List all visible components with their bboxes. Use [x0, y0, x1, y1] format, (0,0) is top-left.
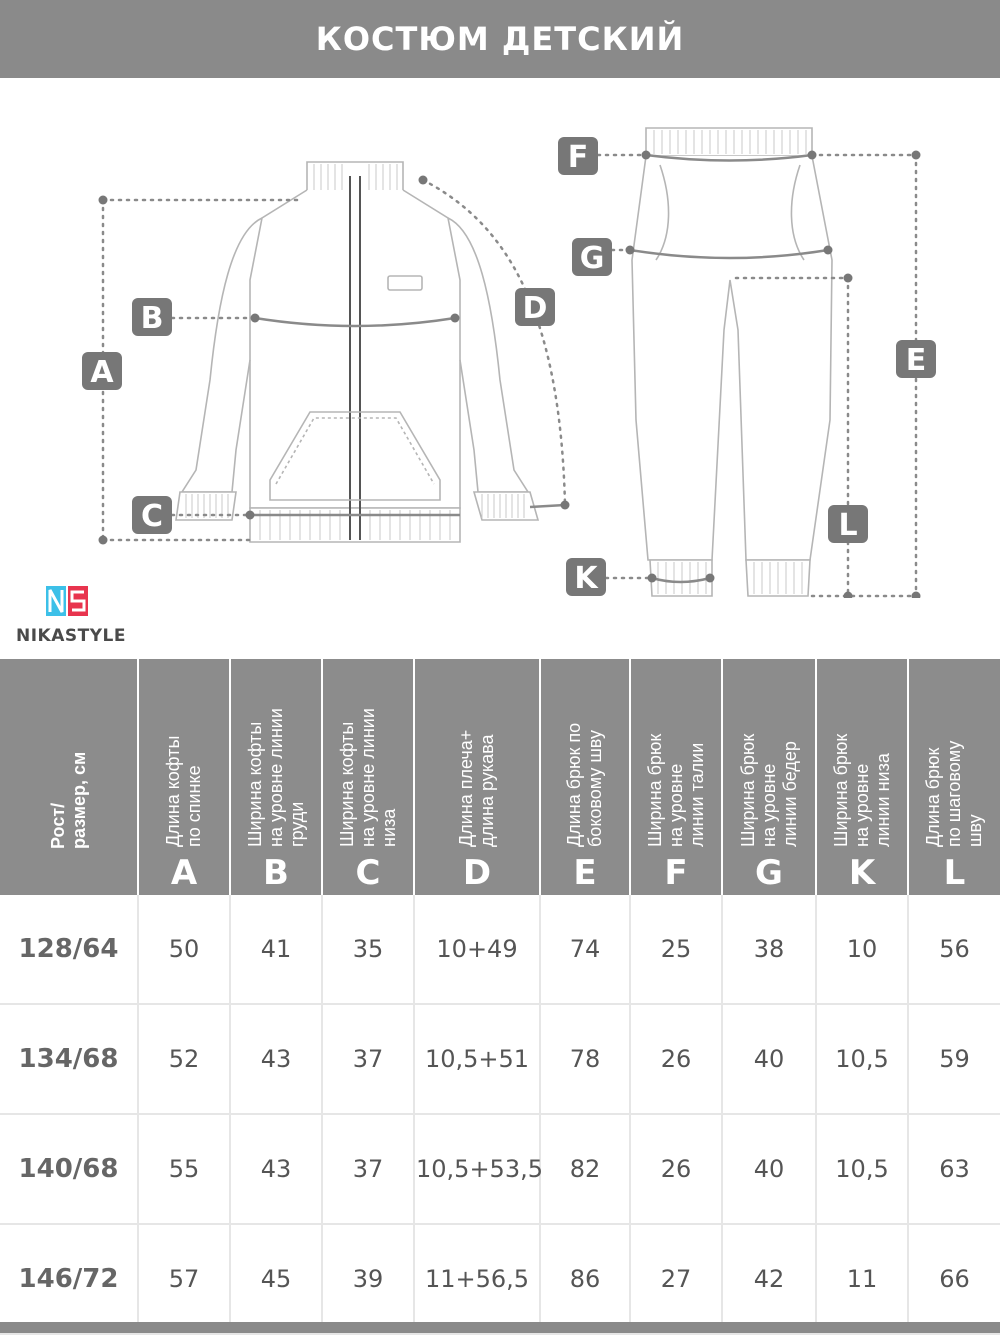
- measurement-cell: 37: [322, 1004, 414, 1114]
- measurement-cell: 39: [322, 1224, 414, 1334]
- header-label: Рост/ размер, см: [47, 751, 89, 849]
- measurement-cell: 41: [230, 895, 322, 1004]
- title-bar: [0, 0, 1000, 78]
- jacket-drawing: [176, 162, 538, 542]
- measurement-cell: 66: [908, 1224, 1000, 1334]
- measurement-cell: 10,5: [816, 1114, 908, 1224]
- measurement-cell: 63: [908, 1114, 1000, 1224]
- measurement-cell: 40: [722, 1004, 816, 1114]
- measurement-cell: 10: [816, 895, 908, 1004]
- garment-diagram: [0, 78, 1000, 598]
- brand-name: NIKASTYLE: [16, 626, 126, 646]
- header-cell: [138, 659, 230, 895]
- header-letter: F: [664, 853, 688, 893]
- svg-text:F: F: [567, 140, 589, 175]
- measurement-cell: 56: [908, 895, 1000, 1004]
- header-cell: [908, 659, 1000, 895]
- measurement-cell: 10,5: [816, 1004, 908, 1114]
- svg-text:L: L: [838, 508, 858, 543]
- table-body: [0, 895, 1000, 1334]
- header-label: Ширина кофты на уровне линии низа: [336, 708, 399, 847]
- header-cell: [816, 659, 908, 895]
- measurement-cell: 55: [138, 1114, 230, 1224]
- measurement-cell: 82: [540, 1114, 630, 1224]
- table-row: [0, 1114, 1000, 1224]
- measurement-cell: 50: [138, 895, 230, 1004]
- marker-e: [896, 340, 936, 378]
- header-cell: [230, 659, 322, 895]
- svg-text:E: E: [905, 343, 927, 378]
- svg-text:B: B: [140, 301, 164, 336]
- measurement-cell: 37: [322, 1114, 414, 1224]
- measurement-cell: 40: [722, 1114, 816, 1224]
- header-letter: D: [462, 853, 492, 893]
- measurement-cell: 11: [816, 1224, 908, 1334]
- marker-g: [572, 238, 612, 276]
- header-letter: K: [848, 853, 876, 893]
- header-cell: [414, 659, 540, 895]
- measurement-cell: 45: [230, 1224, 322, 1334]
- header-label: Длина плеча+ длина рукава: [456, 729, 497, 847]
- measurement-cell: 59: [908, 1004, 1000, 1114]
- header-cell: [322, 659, 414, 895]
- measurement-cell: 27: [630, 1224, 722, 1334]
- size-label: 128/64: [0, 895, 138, 1004]
- size-label: 134/68: [0, 1004, 138, 1114]
- marker-c: [132, 496, 172, 534]
- header-cell: [540, 659, 630, 895]
- header-letter: A: [170, 853, 198, 893]
- marker-l: [828, 505, 868, 543]
- svg-text:A: A: [90, 355, 114, 390]
- measurement-cell: 10,5+53,5: [414, 1114, 540, 1224]
- measurement-cell: 42: [722, 1224, 816, 1334]
- marker-a: [82, 352, 122, 390]
- measurement-cell: 74: [540, 895, 630, 1004]
- measurement-cell: 26: [630, 1004, 722, 1114]
- header-label: Длина кофты по спинке: [163, 735, 204, 847]
- table-header-row: [0, 659, 1000, 895]
- table-row: [0, 895, 1000, 1004]
- size-label: 140/68: [0, 1114, 138, 1224]
- marker-d: [515, 288, 555, 326]
- size-label: 146/72: [0, 1224, 138, 1334]
- header-label: Длина брюк по шаговому шву: [923, 740, 985, 847]
- header-letter: C: [355, 853, 381, 893]
- page-title: КОСТЮМ ДЕТСКИЙ: [315, 20, 685, 58]
- bottom-bar: [0, 1322, 1000, 1333]
- size-table: [0, 659, 1000, 1335]
- header-label: Ширина кофты на уровне линии груди: [244, 708, 307, 847]
- header-cell: [630, 659, 722, 895]
- svg-text:C: C: [140, 499, 164, 534]
- measurement-cell: 38: [722, 895, 816, 1004]
- measurement-cell: 35: [322, 895, 414, 1004]
- header-letter: L: [943, 853, 966, 893]
- brand-logo: [16, 586, 126, 646]
- header-letter: G: [755, 853, 783, 893]
- measurement-cell: 11+56,5: [414, 1224, 540, 1334]
- svg-text:G: G: [579, 241, 605, 276]
- table-row: [0, 1004, 1000, 1114]
- measurement-cell: 86: [540, 1224, 630, 1334]
- table-row: [0, 1224, 1000, 1334]
- svg-text:D: D: [522, 291, 548, 326]
- logo-mark-icon: [46, 586, 90, 616]
- measurement-cell: 78: [540, 1004, 630, 1114]
- header-label: Ширина брюк на уровне линии талии: [644, 733, 707, 847]
- header-label: Ширина брюк на уровне линии низа: [830, 733, 893, 847]
- measurement-cell: 52: [138, 1004, 230, 1114]
- measurement-cell: 25: [630, 895, 722, 1004]
- measurement-cell: 10,5+51: [414, 1004, 540, 1114]
- pants-drawing: [632, 128, 832, 596]
- measurement-cell: 26: [630, 1114, 722, 1224]
- header-cell: [0, 659, 138, 895]
- marker-b: [132, 298, 172, 336]
- svg-text:K: K: [574, 561, 598, 596]
- header-label: Длина брюк по боковому шву: [564, 722, 605, 847]
- header-letter: E: [573, 853, 597, 893]
- header-label: Ширина брюк на уровне линии бедер: [737, 733, 800, 847]
- marker-k: [566, 558, 606, 596]
- header-cell: [722, 659, 816, 895]
- measurement-cell: 57: [138, 1224, 230, 1334]
- measurement-cell: 10+49: [414, 895, 540, 1004]
- header-letter: B: [263, 853, 289, 893]
- measurement-cell: 43: [230, 1004, 322, 1114]
- marker-f: [558, 137, 598, 175]
- measurement-cell: 43: [230, 1114, 322, 1224]
